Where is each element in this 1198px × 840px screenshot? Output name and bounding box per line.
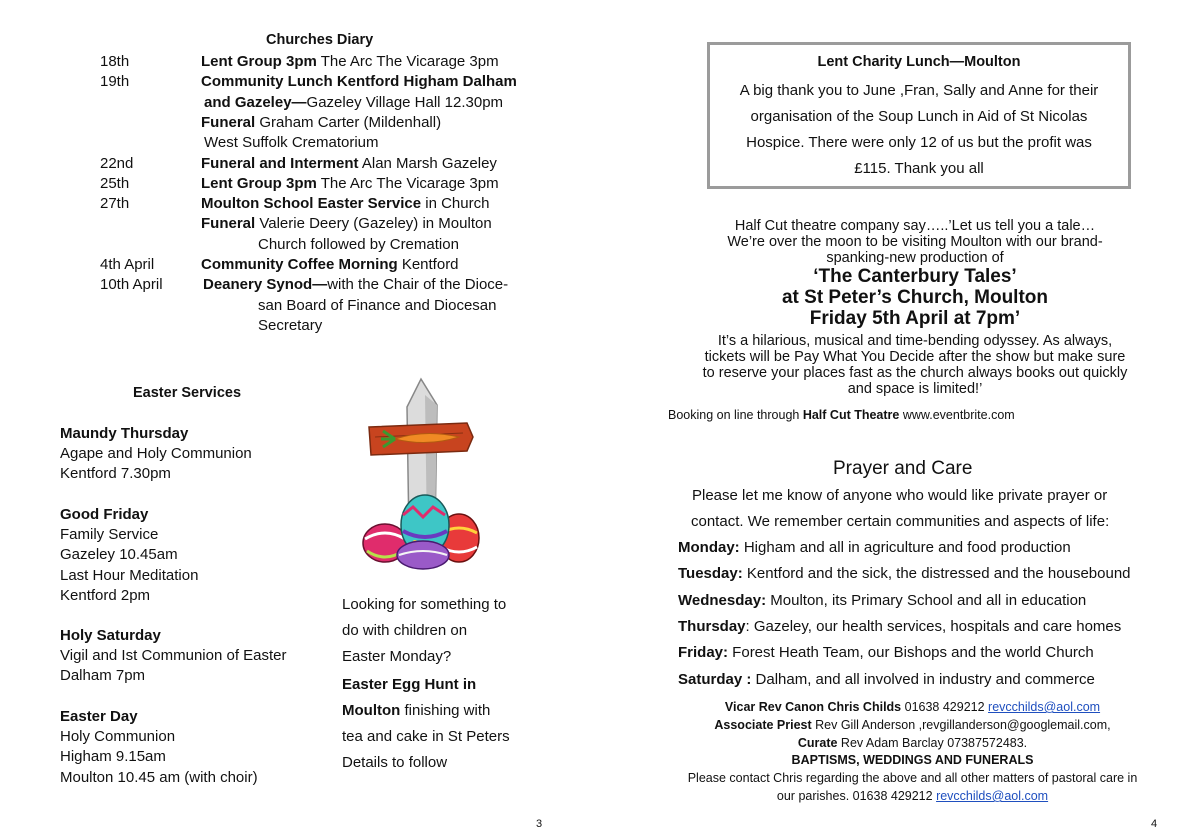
diary-entry-bold: Lent Group 3pm	[201, 174, 317, 192]
easter-service-line: Gazeley 10.45am	[60, 546, 178, 564]
theatre-headline-line: Friday 5th April at 7pm’	[809, 308, 1021, 329]
easter-service-block	[60, 626, 287, 687]
diary-entry-text: with the Chair of the Dioce-	[327, 276, 509, 294]
diary-entry-bold: Community Coffee Morning	[201, 256, 398, 273]
diary-entry-line	[258, 316, 322, 336]
prayer-day-line	[678, 618, 1121, 635]
egg-hunt-line: do with children on	[342, 622, 468, 639]
easter-service-heading: Maundy Thursday	[60, 425, 189, 442]
prayer-day-text: Dalham, and all involved in industry and commerce	[751, 670, 1095, 688]
diary-entry-line	[201, 113, 441, 133]
egg-hunt-line: Details to follow	[342, 754, 448, 771]
diary-entry-bold: Funeral	[201, 113, 256, 131]
theatre-intro-line: spanking-new production of	[826, 250, 1004, 266]
theatre-body-line: tickets will be Pay What You Decide after the show but make sure	[704, 349, 1126, 365]
curate-label: Curate	[797, 736, 838, 750]
contact-vicar	[660, 699, 1165, 717]
diary-entry-line	[201, 154, 497, 174]
diary-entry-text: The Arc The Vicarage 3pm	[316, 174, 499, 192]
prayer-day-text: Kentford and the sick, the distressed and the housebound	[742, 565, 1131, 583]
charity-lunch-line: organisation of the Soup Lunch in Aid of St Nicolas	[750, 108, 1088, 125]
prayer-day-text: Moulton, its Primary School and all in education	[766, 591, 1087, 609]
diary-entry-text: in Church	[421, 195, 490, 213]
prayer-day-name: Wednesday:	[678, 591, 767, 609]
diary-entry-line	[201, 52, 499, 72]
baptisms-heading: BAPTISMS, WEDDINGS AND FUNERALS	[791, 753, 1034, 767]
booking-site: www.eventbrite.com	[899, 408, 1015, 422]
prayer-day-name: Tuesday:	[678, 565, 743, 583]
diary-entry-bold: and Gazeley—	[204, 93, 307, 111]
egg-hunt-line: Looking for something to	[342, 596, 507, 613]
diary-entry-line	[258, 235, 459, 255]
easter-service-block	[60, 505, 198, 606]
egg-hunt-line: Easter Monday?	[342, 648, 452, 665]
diary-date: 10th April	[100, 276, 163, 294]
associate-text: Rev Gill Anderson ,revgillanderson@googlemail.com,	[811, 718, 1111, 732]
easter-eggs-icon	[363, 495, 479, 569]
easter-service-line: Kentford 2pm	[60, 586, 151, 604]
prayer-day-name: Friday:	[678, 644, 729, 662]
prayer-day-line	[678, 539, 1071, 556]
diary-entry-text: Church followed by Cremation	[258, 235, 459, 253]
theatre-headline	[670, 266, 1160, 329]
diary-entry-bold: Lent Group 3pm	[201, 53, 317, 70]
booking-pre: Booking on line through	[668, 408, 803, 422]
prayer-day-line	[678, 565, 1131, 582]
diary-entry-bold: Moulton School Easter Service	[201, 195, 422, 213]
easter-service-line: Agape and Holy Communion	[60, 445, 252, 463]
prayer-day-text: Forest Heath Team, our Bishops and the world Church	[728, 644, 1094, 662]
vicar-email-link[interactable]: revcchilds@aol.com	[988, 700, 1101, 714]
prayer-intro: contact. We remember certain communities and aspects of life:	[691, 513, 1110, 530]
egg-hunt-notice	[342, 592, 542, 776]
diary-entry-text: Graham Carter (Mildenhall)	[255, 113, 442, 131]
easter-service-line: Dalham 7pm	[60, 667, 146, 685]
diary-title: Churches Diary	[266, 32, 374, 48]
theatre-body-line: It’s a hilarious, musical and time-bending odyssey. As always,	[717, 333, 1113, 349]
booking-company: Half Cut Theatre	[802, 408, 900, 422]
diary-date: 4th April	[100, 256, 155, 273]
curate-text: Rev Adam Barclay 07387572483.	[837, 736, 1028, 750]
page-number-right: 4	[1151, 818, 1158, 830]
vicar-name: Vicar Rev Canon Chris Childs	[724, 700, 902, 714]
page-number-left: 3	[536, 818, 543, 830]
theatre-body-line: to reserve your places fast as the church always books out quickly	[702, 365, 1128, 381]
diary-date: 19th	[100, 73, 130, 91]
charity-lunch-line: £115. Thank you all	[854, 160, 984, 177]
diary-entry-text: The Arc The Vicarage 3pm	[316, 53, 499, 70]
diary-entry-line	[201, 214, 492, 234]
egg-hunt-heading: Easter Egg Hunt in	[342, 676, 477, 693]
theatre-intro-line: Half Cut theatre company say…..’Let us tell you a tale…	[734, 218, 1096, 234]
diary-entry-bold: Deanery Synod—	[203, 276, 328, 294]
contact-associate	[660, 717, 1165, 735]
easter-service-heading: Holy Saturday	[60, 627, 161, 644]
egg-hunt-text: finishing with	[400, 702, 491, 719]
diary-entry-line	[201, 174, 499, 194]
easter-service-line: Moulton 10.45 am (with choir)	[60, 768, 258, 786]
easter-service-line: Kentford 7.30pm	[60, 465, 171, 483]
pastoral-email-link[interactable]: revcchilds@aol.com	[936, 789, 1049, 803]
theatre-headline-line: ‘The Canterbury Tales’	[813, 266, 1017, 287]
diary-entry-line	[258, 296, 496, 316]
egg-hunt-line: tea and cake in St Peters	[342, 728, 510, 745]
easter-service-line: Holy Communion	[60, 728, 176, 746]
pastoral-contact-line: Please contact Chris regarding the above and all other matters of pastoral care in	[687, 771, 1138, 785]
easter-service-line: Higham 9.15am	[60, 748, 166, 766]
diary-entry-bold: Community Lunch Kentford Higham Dalham	[201, 73, 517, 91]
theatre-body	[670, 333, 1160, 397]
diary-entry-text: West Suffolk Crematorium	[204, 134, 379, 152]
diary-entry-line	[201, 255, 459, 275]
easter-services-title: Easter Services	[133, 385, 242, 401]
theatre-intro	[670, 218, 1160, 266]
associate-label: Associate Priest	[714, 718, 812, 732]
pastoral-contact-line	[660, 788, 1165, 806]
diary-entry-text: san Board of Finance and Diocesan	[258, 296, 497, 314]
diary-date: 18th	[100, 53, 130, 70]
easter-service-heading: Easter Day	[60, 708, 138, 725]
egg-hunt-line	[342, 698, 542, 724]
prayer-title: Prayer and Care	[833, 458, 973, 479]
theatre-intro-line: We’re over the moon to be visiting Moulton with our brand-	[727, 234, 1103, 250]
diary-entry-line	[201, 194, 489, 214]
pastoral-phone: our parishes. 01638 429212	[776, 789, 937, 803]
prayer-day-text: Higham and all in agriculture and food production	[739, 539, 1071, 556]
diary-entry-text: Valerie Deery (Gazeley) in Moulton	[255, 215, 492, 233]
diary-entry-line	[201, 72, 517, 92]
diary-entry-line	[204, 93, 503, 113]
easter-service-line: Vigil and Ist Communion of Easter	[60, 647, 287, 665]
charity-lunch-line: A big thank you to June ,Fran, Sally and Anne for their	[739, 82, 1099, 99]
prayer-day-line	[678, 592, 1086, 609]
easter-service-line: Family Service	[60, 526, 159, 544]
charity-lunch-line: Hospice. There were only 12 of us but the profit was	[746, 134, 1092, 151]
easter-service-block	[60, 707, 258, 788]
easter-service-block	[60, 424, 252, 485]
diary-entry-line	[204, 133, 379, 153]
charity-lunch-box	[707, 42, 1131, 189]
charity-lunch-title: Lent Charity Lunch—Moulton	[817, 54, 1021, 70]
diary-entry-text: Alan Marsh Gazeley	[358, 154, 497, 172]
prayer-day-line	[678, 644, 1094, 661]
diary-entry-text: Secretary	[258, 316, 323, 334]
vicar-phone: 01638 429212	[901, 700, 989, 714]
diary-date: 22nd	[100, 154, 134, 172]
diary-entry-text: Kentford	[397, 256, 459, 273]
theatre-headline-line: at St Peter’s Church, Moulton	[781, 287, 1049, 308]
diary-entry-bold: Funeral and Interment	[201, 154, 359, 172]
diary-date: 27th	[100, 195, 130, 213]
easter-service-heading: Good Friday	[60, 506, 149, 523]
prayer-day-line	[678, 671, 1095, 688]
charity-lunch-text	[710, 78, 1128, 182]
easter-service-line: Last Hour Meditation	[60, 566, 199, 584]
theatre-body-line: and space is limited!’	[847, 381, 983, 397]
diary-entry-line	[203, 275, 508, 295]
prayer-day-text: : Gazeley, our health services, hospitals and care homes	[745, 617, 1122, 635]
diary-entry-bold: Funeral	[201, 215, 256, 233]
booking-line	[668, 408, 1015, 422]
diary-date: 25th	[100, 174, 130, 192]
easter-signpost-illustration	[355, 375, 485, 570]
prayer-intro: Please let me know of anyone who would like private prayer or	[692, 487, 1108, 504]
prayer-day-name: Thursday	[678, 617, 746, 635]
prayer-day-name: Monday:	[678, 539, 740, 556]
egg-hunt-location: Moulton	[342, 702, 401, 719]
contact-curate	[660, 735, 1165, 753]
prayer-day-name: Saturday :	[678, 670, 752, 688]
diary-entry-text: Gazeley Village Hall 12.30pm	[306, 93, 504, 111]
